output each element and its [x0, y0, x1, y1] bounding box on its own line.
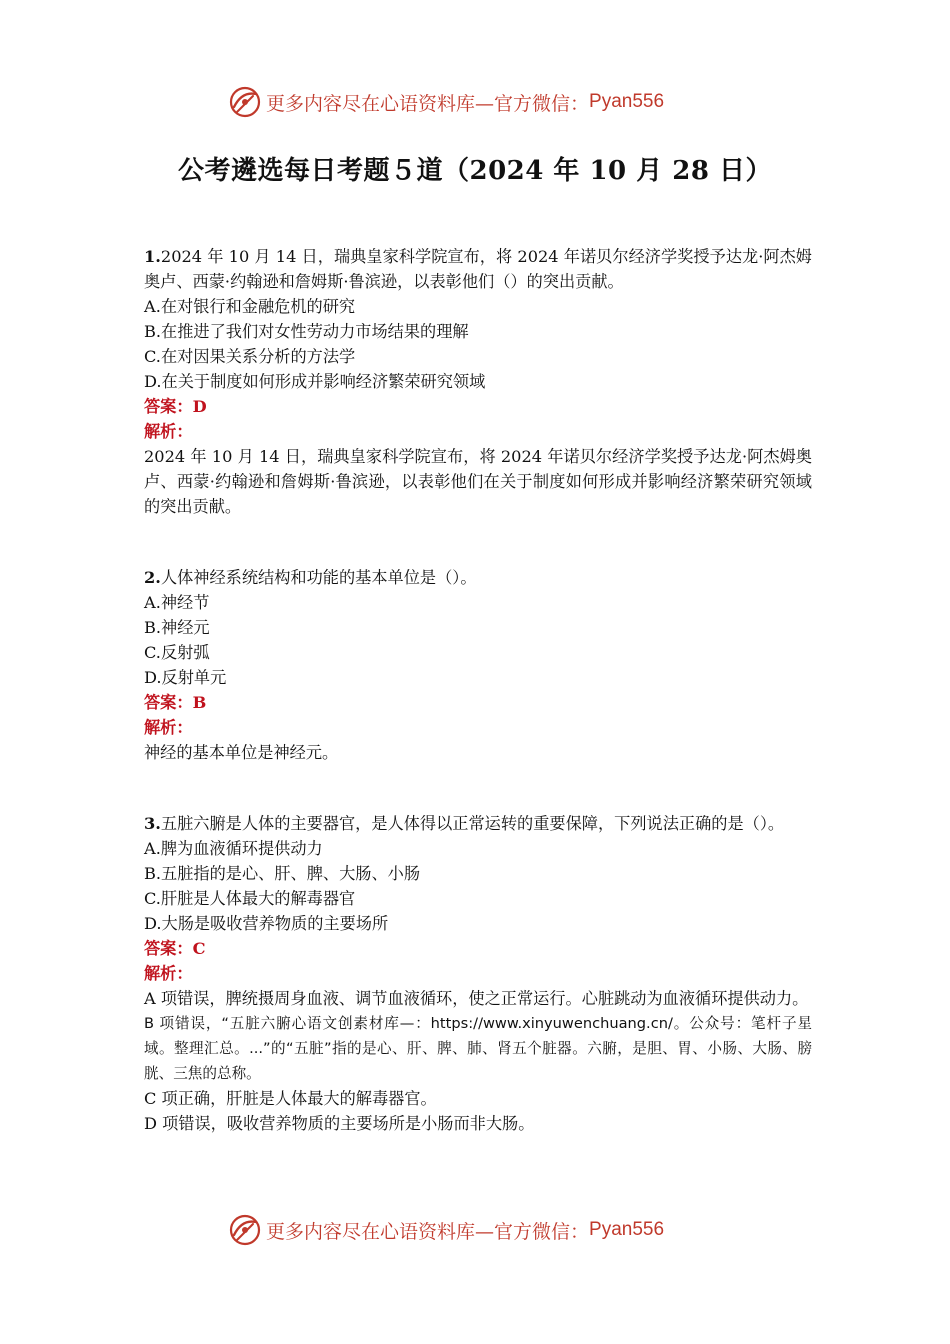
- question-stem: [144, 811, 812, 836]
- analysis-label: 解析：: [144, 964, 193, 983]
- question-3: [144, 811, 812, 1136]
- option-b: B.五脏指的是心、肝、脾、大肠、小肠: [144, 864, 421, 883]
- question-text: 2024 年 10 月 14 日，瑞典皇家科学院宣布，将 2024 年诺贝尔经济学奖授予达龙·阿杰姆奥卢、西蒙·约翰逊和詹姆斯·鲁滨逊，以表彰他们（）的突出贡献。: [144, 247, 812, 291]
- answer-label: 答案：: [144, 939, 193, 958]
- question-list: [144, 244, 812, 1182]
- option-d: D.反射单元: [144, 668, 227, 687]
- brand-logo-icon: [228, 1213, 262, 1247]
- analysis-label: 解析：: [144, 718, 193, 737]
- question-number: 3.: [144, 814, 161, 833]
- answer-label: 答案：: [144, 397, 193, 416]
- question-stem: [144, 244, 812, 294]
- question-1: [144, 244, 812, 519]
- question-number: 2.: [144, 568, 161, 587]
- answer-value: B: [192, 693, 207, 712]
- analysis-text: B 项错误，“五脏六腑心语文创素材库—：https://www.xinyuwenchuang.cn/。公众号：笔杆子星域。整理汇总。...”的“五脏”指的是心、肝、脾、肺、肾五个脏器。六腑，是胆、胃、小肠、大肠、膀胱、三焦的总称。: [144, 1015, 812, 1082]
- analysis-text: C 项正确，肝脏是人体最大的解毒器官。: [144, 1089, 437, 1108]
- option-b: B.神经元: [144, 618, 210, 637]
- watermark-wechat-id: Pyan556: [589, 1219, 665, 1240]
- option-a: A.神经节: [144, 593, 210, 612]
- analysis-text: A 项错误，脾统摄周身血液、调节血液循环，使之正常运行。心脏跳动为血液循环提供动力。: [144, 989, 809, 1008]
- analysis-text: 2024 年 10 月 14 日，瑞典皇家科学院宣布，将 2024 年诺贝尔经济学奖授予达龙·阿杰姆奥卢、西蒙·约翰逊和詹姆斯·鲁滨逊，以表彰他们在关于制度如何形成并影响经济繁荣研究领域的突出贡献。: [144, 447, 812, 516]
- answer-line: [144, 394, 812, 419]
- analysis-label: 解析：: [144, 422, 193, 441]
- question-stem: [144, 565, 812, 590]
- option-c: C.在对因果关系分析的方法学: [144, 347, 356, 366]
- question-text: 五脏六腑是人体的主要器官，是人体得以正常运转的重要保障，下列说法正确的是（）。: [160, 814, 785, 833]
- answer-line: [144, 936, 812, 961]
- option-a: A.在对银行和金融危机的研究: [144, 297, 356, 316]
- watermark-wechat-id: Pyan556: [589, 91, 665, 112]
- option-c: C.肝脏是人体最大的解毒器官: [144, 889, 356, 908]
- watermark-banner-bottom: [228, 1212, 728, 1248]
- answer-line: [144, 690, 812, 715]
- watermark-text: 更多内容尽在心语资料库—官方微信：: [266, 92, 590, 115]
- question-2: [144, 565, 812, 765]
- page-title: 公考遴选每日考题５道（2024 年 10 月 28 日）: [178, 156, 772, 186]
- answer-value: C: [192, 939, 206, 958]
- watermark-banner-top: [228, 84, 728, 120]
- question-number: 1.: [144, 247, 161, 266]
- answer-label: 答案：: [144, 693, 193, 712]
- option-b: B.在推进了我们对女性劳动力市场结果的理解: [144, 322, 469, 341]
- option-c: C.反射弧: [144, 643, 210, 662]
- option-d: D.在关于制度如何形成并影响经济繁荣研究领域: [144, 372, 486, 391]
- answer-value: D: [192, 397, 207, 416]
- option-d: D.大肠是吸收营养物质的主要场所: [144, 914, 389, 933]
- analysis-text: D 项错误，吸收营养物质的主要场所是小肠而非大肠。: [144, 1114, 535, 1133]
- brand-logo-icon: [228, 85, 262, 119]
- question-text: 人体神经系统结构和功能的基本单位是（）。: [160, 568, 477, 587]
- watermark-text: 更多内容尽在心语资料库—官方微信：: [266, 1220, 590, 1243]
- analysis-text: 神经的基本单位是神经元。: [144, 743, 339, 762]
- option-a: A.脾为血液循环提供动力: [144, 839, 323, 858]
